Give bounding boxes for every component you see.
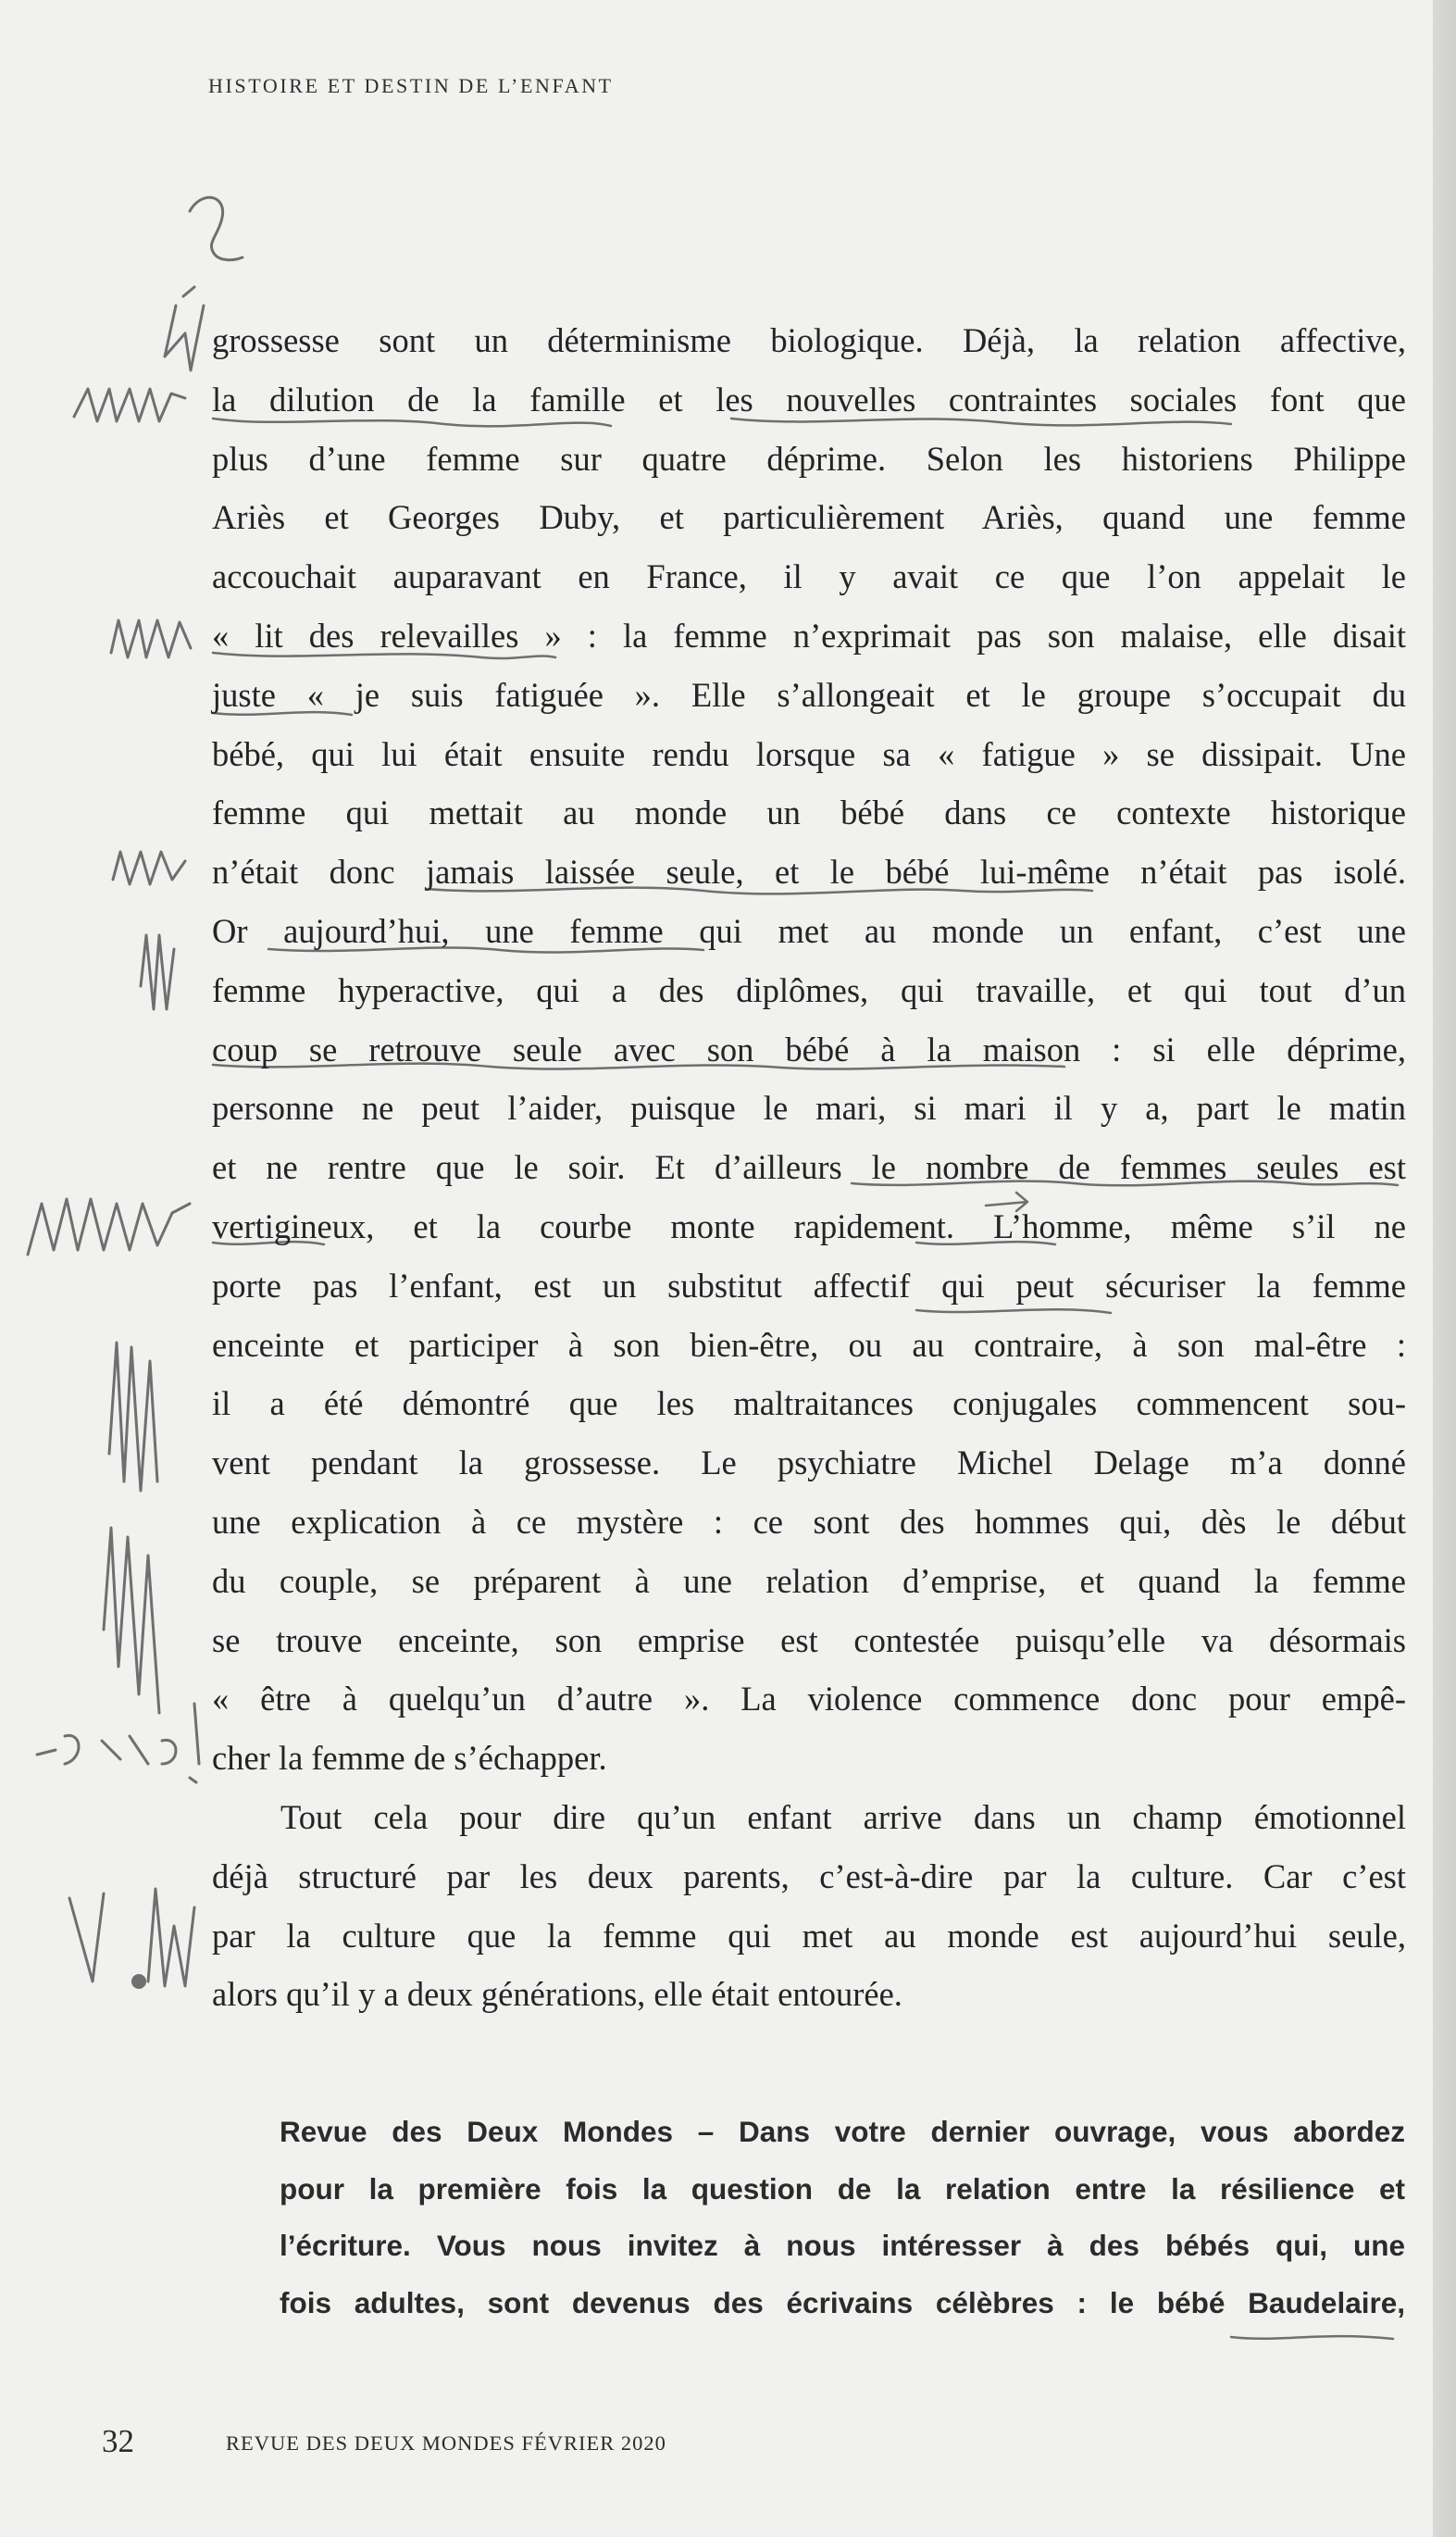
body-line: vent pendant la grossesse. Le psychiatre Michel Delage m’a donné <box>212 1443 1406 1482</box>
interview-line: l’écriture. Vous nous invitez à nous intéresser à des bébés qui, une <box>280 2229 1405 2262</box>
pencil-doodle-top <box>190 197 243 259</box>
body-line: une explication à ce mystère : ce sont des hommes qui, dès le début <box>212 1502 1406 1541</box>
body-line: alors qu’il y a deux générations, elle était entourée. <box>212 1975 902 2014</box>
body-line: personne ne peut l’aider, puisque le mari, si mari il y a, part le matin <box>212 1089 1406 1128</box>
interview-line: fois adultes, sont devenus des écrivains célèbres : le bébé Baudelaire, <box>280 2285 1405 2319</box>
running-head: HISTOIRE ET DESTIN DE L’ENFANT <box>208 74 614 97</box>
pencil-margin-mark-6 <box>28 1199 190 1255</box>
body-line: femme qui mettait au monde un bébé dans ce contexte historique <box>212 794 1406 832</box>
body-line: coup se retrouve seule avec son bébé à la maison : si elle déprime, <box>212 1030 1406 1069</box>
body-line: n’était donc jamais laissée seule, et le bébé lui-même n’était pas isolé. <box>212 853 1406 892</box>
body-line: plus d’une femme sur quatre déprime. Selon les historiens Philippe <box>212 439 1406 478</box>
body-line: Tout cela pour dire qu’un enfant arrive dans un champ émotionnel <box>280 1797 1406 1836</box>
page-edge <box>1433 0 1456 2537</box>
body-line: grossesse sont un déterminisme biologique. Déjà, la relation affective, <box>212 321 1406 359</box>
body-line: déjà structuré par les deux parents, c’est-à-dire par la culture. Car c’est <box>212 1856 1406 1895</box>
body-line: accouchait auparavant en France, il y avait ce que l’on appelait le <box>212 557 1406 596</box>
journal-footer: REVUE DES DEUX MONDES FÉVRIER 2020 <box>226 2431 666 2455</box>
body-line: juste « je suis fatiguée ». Elle s’allongeait et le groupe s’occupait du <box>212 675 1406 714</box>
body-line: il a été démontré que les maltraitances conjugales commencent sou- <box>212 1384 1406 1423</box>
body-line: « lit des relevailles » : la femme n’exprimait pas son malaise, elle disait <box>212 616 1406 655</box>
body-line: cher la femme de s’échapper. <box>212 1739 607 1778</box>
pencil-margin-mark-9 <box>37 1704 199 1782</box>
body-line: Ariès et Georges Duby, et particulièrement Ariès, quand une femme <box>212 498 1406 537</box>
body-line: se trouve enceinte, son emprise est contestée puisqu’elle va désormais <box>212 1620 1406 1659</box>
pencil-underline-12 <box>1231 2336 1393 2339</box>
body-line: Or aujourd’hui, une femme qui met au monde un enfant, c’est une <box>212 911 1406 950</box>
body-line: bébé, qui lui était ensuite rendu lorsque sa « fatigue » se dissipait. Une <box>212 734 1406 773</box>
interview-line: Revue des Deux Mondes – Dans votre dernier ouvrage, vous abordez <box>280 2115 1405 2148</box>
body-line: et ne rentre que le soir. Et d’ailleurs le nombre de femmes seules est <box>212 1148 1406 1187</box>
pencil-margin-mark-2 <box>74 389 185 421</box>
body-line: du couple, se préparent à une relation d’emprise, et quand la femme <box>212 1561 1406 1600</box>
pencil-margin-mark-10 <box>69 1889 194 1986</box>
body-line: la dilution de la famille et les nouvelles contraintes sociales font que <box>212 380 1406 419</box>
pencil-dot <box>131 1974 146 1989</box>
body-text <box>212 311 1406 2024</box>
pencil-margin-mark-7 <box>109 1343 157 1491</box>
pencil-margin-mark-4 <box>113 852 185 884</box>
body-line: femme hyperactive, qui a des diplômes, qui travaille, et qui tout d’un <box>212 970 1406 1009</box>
interview-line: pour la première fois la question de la relation entre la résilience et <box>280 2171 1405 2206</box>
body-line: par la culture que la femme qui met au monde est aujourd’hui seule, <box>212 1916 1406 1955</box>
page-number: 32 <box>102 2423 134 2459</box>
pencil-margin-mark-3 <box>111 620 191 657</box>
body-line: enceinte et participer à son bien-être, ou au contraire, à son mal-être : <box>212 1325 1406 1364</box>
pencil-margin-mark-8 <box>104 1528 159 1713</box>
pencil-margin-mark-5 <box>141 935 174 1009</box>
pencil-margin-mark-1 <box>165 287 204 370</box>
body-line: porte pas l’enfant, est un substitut affectif qui peut sécuriser la femme <box>212 1266 1406 1305</box>
body-line: « être à quelqu’un d’autre ». La violence commence donc pour empê- <box>212 1680 1406 1718</box>
body-line: vertigineux, et la courbe monte rapidement. L’homme, même s’il ne <box>212 1206 1406 1245</box>
interview-question <box>280 2104 1405 2331</box>
